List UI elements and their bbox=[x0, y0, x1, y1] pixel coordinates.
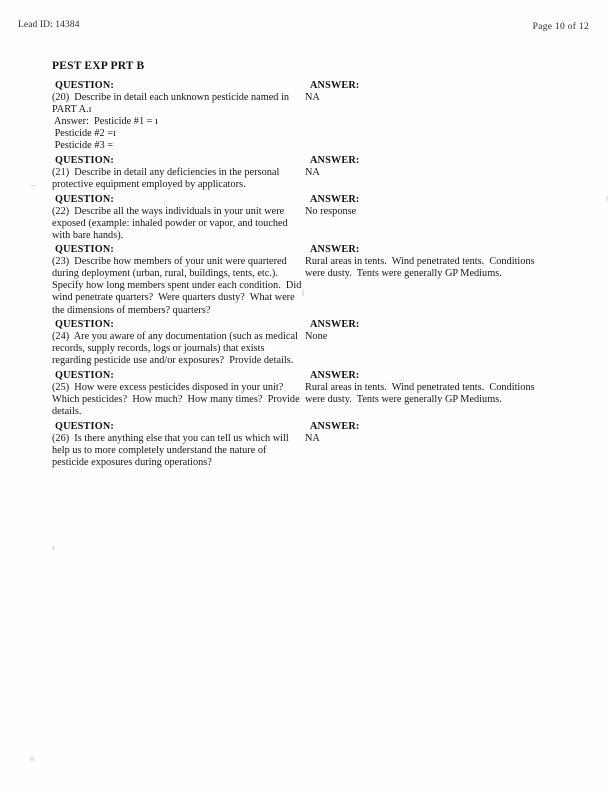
page-header bbox=[0, 20, 611, 36]
question-text bbox=[52, 206, 302, 242]
answer-label: ANSWER: bbox=[310, 319, 360, 331]
answer-line: NA bbox=[305, 92, 320, 103]
answer-text bbox=[305, 256, 595, 280]
lead-id-text: Lead ID: 14384 bbox=[18, 20, 80, 30]
qa-columns bbox=[0, 382, 611, 418]
qa-columns bbox=[0, 331, 611, 367]
question-line: (23) Describe how members of your unit were quartered bbox=[52, 256, 287, 268]
question-line: records, supply records, logs or journals) that exists bbox=[52, 343, 265, 355]
question-line: (21) Describe in detail any deficiencies in the personal bbox=[52, 166, 280, 178]
answer-text bbox=[305, 331, 595, 343]
question-label: QUESTION: bbox=[55, 154, 114, 166]
answer-line: No response bbox=[305, 205, 357, 217]
answer-line: NA bbox=[305, 166, 320, 178]
qa-label-row bbox=[0, 80, 611, 92]
answer-line: were dusty. Tents were generally GP Mediums. bbox=[305, 268, 502, 280]
answer-line: Rural areas in tents. Wind penetrated tents. Conditions bbox=[305, 256, 535, 268]
question-line: Pesticide #3 = bbox=[52, 140, 114, 152]
answer-line: Rural areas in tents. Wind penetrated tents. Conditions bbox=[305, 381, 535, 393]
question-label: QUESTION: bbox=[55, 193, 114, 205]
page-number-text: Page 10 of 12 bbox=[532, 22, 589, 32]
question-line: (24) Are you aware of any documentation (such as medical bbox=[52, 331, 298, 343]
answer-line: NA bbox=[305, 432, 320, 444]
answer-line: None bbox=[305, 331, 328, 343]
question-line: PART A.ı bbox=[52, 104, 92, 116]
answer-label: ANSWER: bbox=[310, 420, 360, 432]
question-text bbox=[52, 382, 302, 418]
question-line: pesticide exposures during operations? bbox=[52, 456, 212, 468]
answer-text bbox=[305, 433, 595, 445]
page-title: PEST EXP PRT B bbox=[52, 60, 145, 72]
question-line: Which pesticides? How much? How many times? Provide bbox=[52, 393, 300, 405]
qa-label-row bbox=[0, 155, 611, 167]
answer-text bbox=[305, 167, 595, 179]
answer-label: ANSWER: bbox=[310, 80, 360, 91]
question-line: (25) How were excess pesticides disposed in your unit? bbox=[52, 381, 284, 393]
answer-label: ANSWER: bbox=[310, 244, 360, 256]
answer-text bbox=[305, 206, 595, 218]
question-line: the dimensions of members? quarters? bbox=[52, 304, 211, 316]
question-line: during deployment (urban, rural, buildings, tents, etc.). bbox=[52, 268, 278, 280]
question-label: QUESTION: bbox=[55, 319, 114, 331]
question-label: QUESTION: bbox=[55, 420, 114, 432]
question-line: wind penetrate quarters? Were quarters dusty? What were bbox=[52, 292, 295, 304]
qa-columns bbox=[0, 92, 611, 153]
question-line: (26) Is there anything else that you can tell us which will bbox=[52, 432, 289, 444]
question-line: help us to more completely understand the nature of bbox=[52, 444, 267, 456]
qa-block bbox=[0, 194, 611, 242]
question-text bbox=[52, 331, 302, 367]
qa-block bbox=[0, 319, 611, 367]
question-label: QUESTION: bbox=[55, 244, 114, 256]
question-line: regarding pesticide use and/or exposures? Provide details. bbox=[52, 355, 294, 367]
question-text bbox=[52, 433, 302, 469]
scan-speck bbox=[30, 757, 34, 761]
question-line: exposed (example: inhaled powder or vapor, and touched bbox=[52, 217, 288, 229]
answer-text bbox=[305, 382, 595, 406]
scan-speck bbox=[302, 289, 304, 296]
qa-block bbox=[0, 370, 611, 418]
qa-label-row bbox=[0, 244, 611, 256]
qa-columns bbox=[0, 167, 611, 191]
qa-block bbox=[0, 80, 611, 153]
qa-columns bbox=[0, 433, 611, 469]
scan-speck bbox=[31, 185, 36, 186]
question-label: QUESTION: bbox=[55, 80, 114, 91]
question-text bbox=[52, 92, 302, 152]
answer-label: ANSWER: bbox=[310, 154, 360, 166]
question-text bbox=[52, 167, 302, 191]
scan-speck bbox=[52, 546, 55, 550]
question-line: (20) Describe in detail each unknown pesticide named in bbox=[52, 92, 290, 103]
question-label: QUESTION: bbox=[55, 369, 114, 381]
scan-speck bbox=[606, 196, 608, 201]
answer-text bbox=[305, 92, 595, 104]
question-line: (22) Describe all the ways individuals in your unit were bbox=[52, 205, 285, 217]
question-line: details. bbox=[52, 405, 82, 417]
qa-columns bbox=[0, 256, 611, 317]
question-line: with bare hands). bbox=[52, 229, 124, 241]
qa-block bbox=[0, 244, 611, 317]
question-line: protective equipment employed by applicators. bbox=[52, 178, 246, 190]
answer-label: ANSWER: bbox=[310, 193, 360, 205]
qa-label-row bbox=[0, 370, 611, 382]
question-line: Pesticide #2 =ı bbox=[52, 128, 116, 140]
question-line: Answer: Pesticide #1 = ı bbox=[52, 116, 158, 128]
qa-block bbox=[0, 155, 611, 191]
answer-label: ANSWER: bbox=[310, 369, 360, 381]
qa-columns bbox=[0, 206, 611, 242]
answer-line: were dusty. Tents were generally GP Mediums. bbox=[305, 393, 502, 405]
qa-block bbox=[0, 421, 611, 469]
question-text bbox=[52, 256, 302, 316]
qa-label-row bbox=[0, 421, 611, 433]
qa-label-row bbox=[0, 319, 611, 331]
qa-label-row bbox=[0, 194, 611, 206]
question-line: Specify how long members spent under each condition. Did bbox=[52, 280, 302, 292]
